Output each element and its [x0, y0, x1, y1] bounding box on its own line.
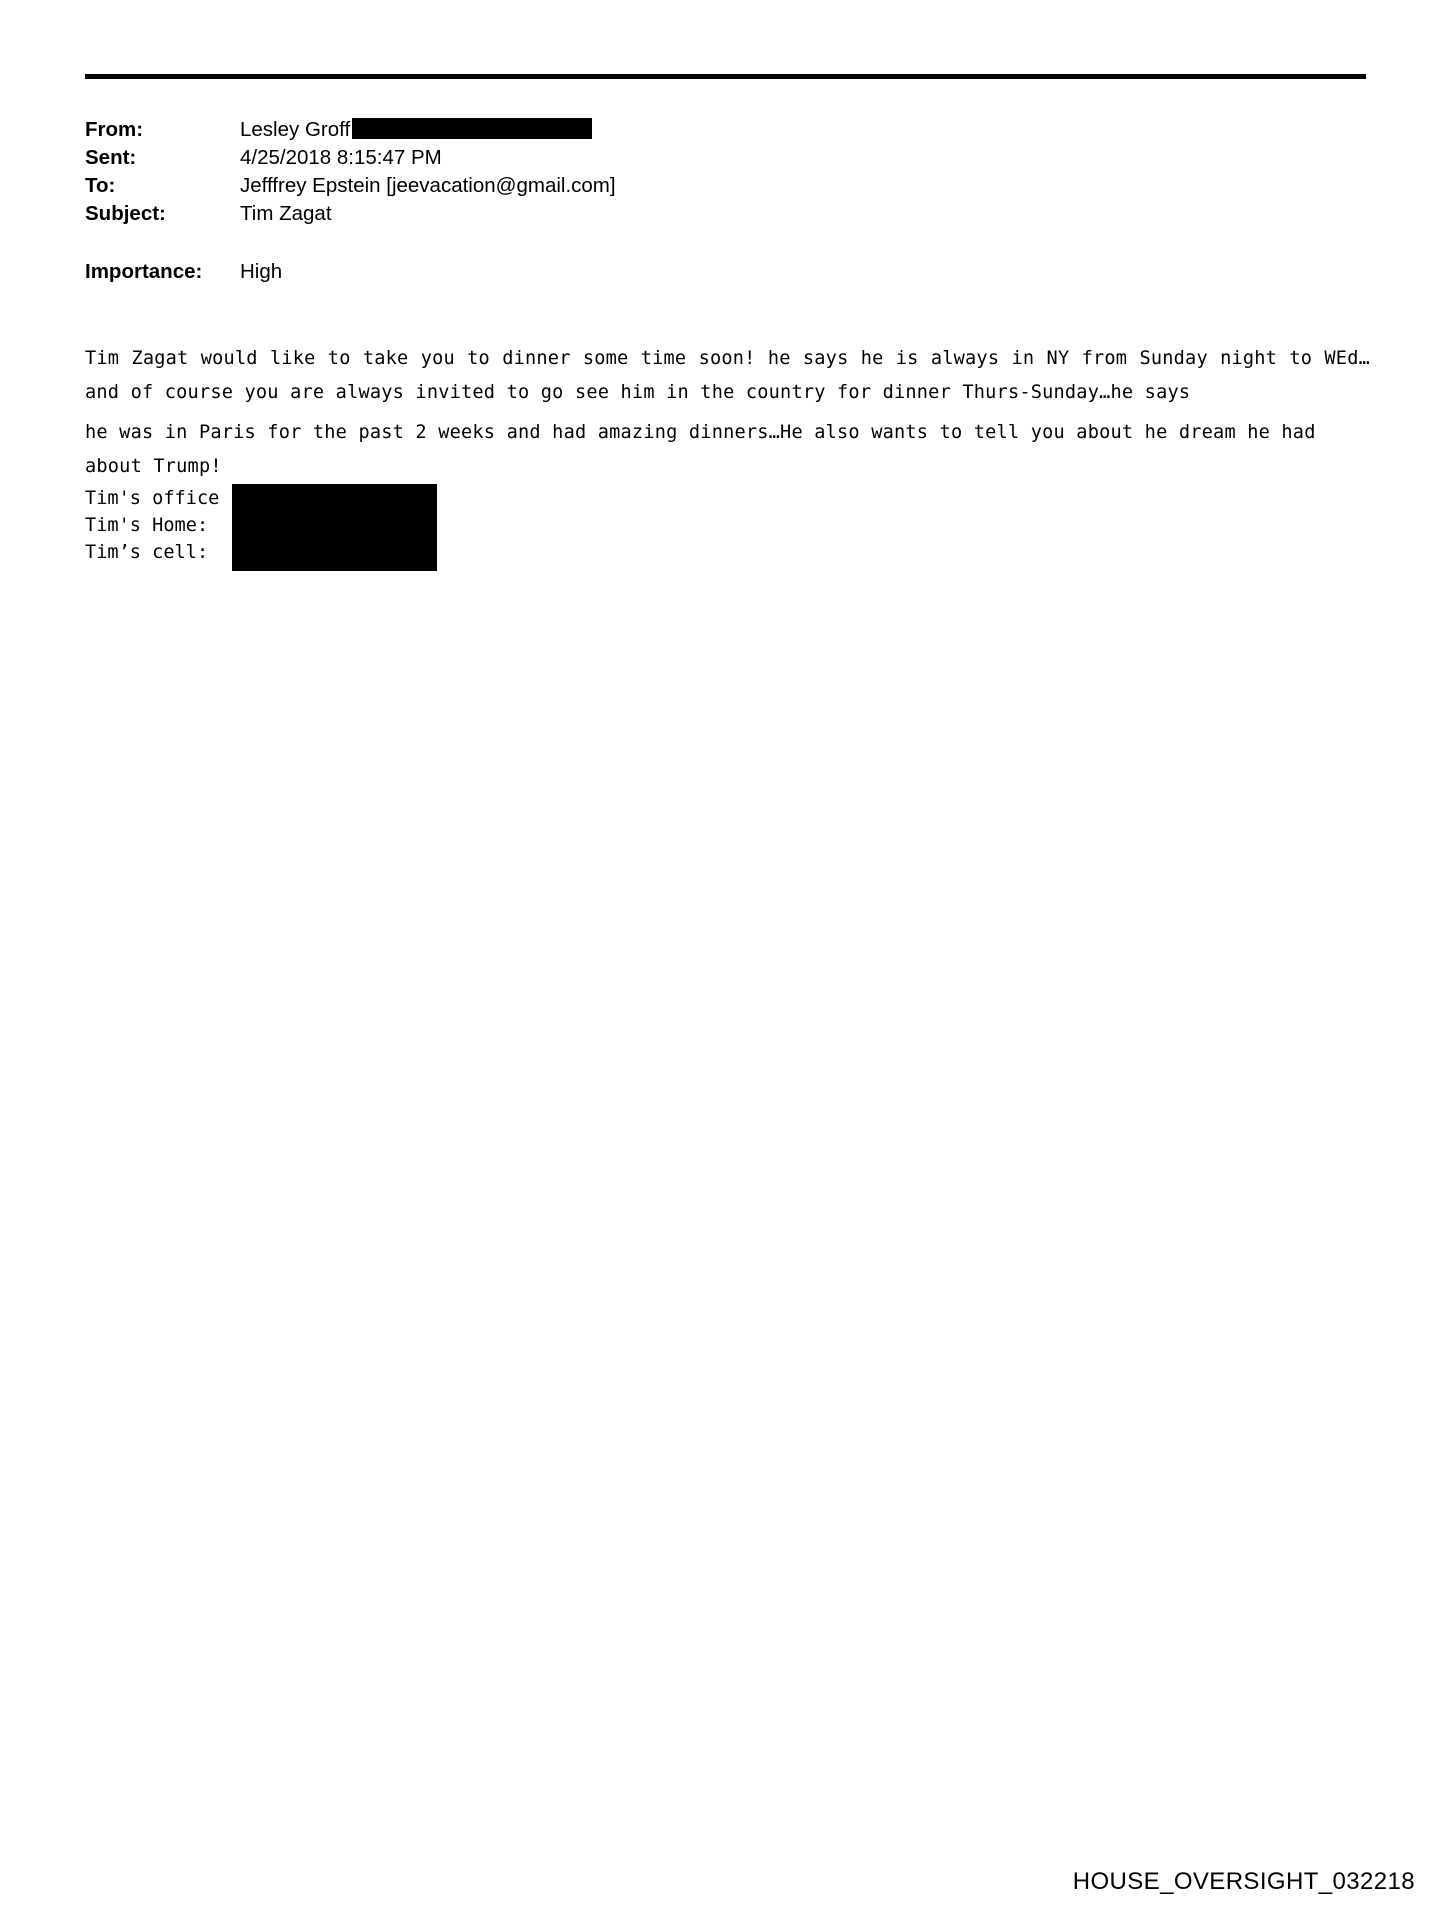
header-label-sent: Sent: [85, 146, 137, 169]
header-value-subject: Tim Zagat [240, 202, 332, 225]
header-spacer [85, 228, 1285, 258]
header-row-sent [85, 144, 1285, 172]
header-label-importance: Importance: [85, 260, 203, 283]
header-row-from [85, 116, 1285, 144]
body-paragraph-1: Tim Zagat would like to take you to dinner some time soon! he says he is always in NY from Sunday night to WEd…and of course you are always invited to go see him in the country for dinner Thurs-Sunday…he says [85, 348, 1370, 403]
header-value-to: Jefffrey Epstein [jeevacation@gmail.com] [240, 174, 616, 197]
header-label-subject: Subject: [85, 202, 166, 225]
redaction-bar-from [352, 118, 592, 139]
email-header-block [85, 116, 1285, 286]
contact-row-cell [85, 539, 219, 566]
contact-list [85, 485, 219, 566]
contact-label-office: Tim's office [85, 488, 220, 509]
bates-stamp: HOUSE_OVERSIGHT_032218 [1072, 1868, 1415, 1895]
email-body [85, 342, 1370, 484]
body-paragraph-2: he was in Paris for the past 2 weeks and had amazing dinners…He also wants to tell you about he dream he had about Trump! [85, 422, 1316, 477]
header-value-importance: High [240, 260, 283, 283]
header-value-from [240, 116, 592, 144]
header-row-to [85, 172, 1285, 200]
contact-label-home: Tim's Home: [85, 515, 209, 536]
header-divider-rule [85, 74, 1366, 79]
redaction-bar-contacts [232, 484, 437, 571]
header-value-sent: 4/25/2018 8:15:47 PM [240, 146, 442, 169]
header-value-from-text: Lesley Groff [240, 118, 351, 141]
contact-row-office [85, 485, 219, 512]
header-row-subject [85, 200, 1285, 228]
header-label-to: To: [85, 174, 116, 197]
header-label-from: From: [85, 118, 144, 141]
contact-label-cell: Tim’s cell: [85, 542, 209, 563]
header-row-importance [85, 258, 1285, 286]
contact-row-home [85, 512, 219, 539]
